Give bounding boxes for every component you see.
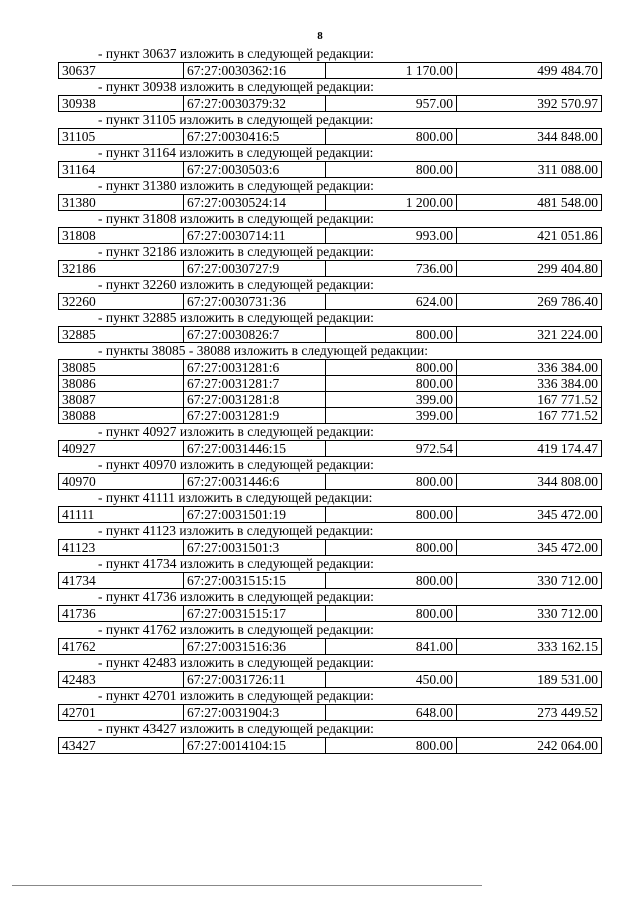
value-cell: 421 051.86 xyxy=(457,228,602,244)
document-body xyxy=(58,46,602,754)
item-number-cell: 32260 xyxy=(59,294,184,310)
data-table xyxy=(58,194,602,211)
value-cell: 330 712.00 xyxy=(457,606,602,622)
table-row xyxy=(59,672,602,688)
table-row xyxy=(59,573,602,589)
item-number-cell: 42483 xyxy=(59,672,184,688)
table-row xyxy=(59,606,602,622)
data-table xyxy=(58,260,602,277)
area-cell: 624.00 xyxy=(326,294,457,310)
cadastral-number-cell: 67:27:0030416:5 xyxy=(184,129,326,145)
table-row xyxy=(59,129,602,145)
section-intro: - пункт 41734 изложить в следующей редакции: xyxy=(98,556,374,571)
cadastral-number-cell: 67:27:0030362:16 xyxy=(184,63,326,79)
table-row xyxy=(59,639,602,655)
data-table xyxy=(58,326,602,343)
table-row xyxy=(59,408,602,424)
data-table xyxy=(58,737,602,754)
cadastral-number-cell: 67:27:0031446:6 xyxy=(184,474,326,490)
value-cell: 344 808.00 xyxy=(457,474,602,490)
value-cell: 330 712.00 xyxy=(457,573,602,589)
section-intro: - пункт 41111 изложить в следующей редакции: xyxy=(98,490,373,505)
area-cell: 800.00 xyxy=(326,129,457,145)
data-table xyxy=(58,440,602,457)
value-cell: 167 771.52 xyxy=(457,392,602,408)
cadastral-number-cell: 67:27:0030826:7 xyxy=(184,327,326,343)
value-cell: 311 088.00 xyxy=(457,162,602,178)
table-row xyxy=(59,392,602,408)
item-number-cell: 41762 xyxy=(59,639,184,655)
data-table xyxy=(58,293,602,310)
item-number-cell: 31105 xyxy=(59,129,184,145)
value-cell: 189 531.00 xyxy=(457,672,602,688)
item-number-cell: 31380 xyxy=(59,195,184,211)
cadastral-number-cell: 67:27:0030379:32 xyxy=(184,96,326,112)
area-cell: 800.00 xyxy=(326,162,457,178)
data-table xyxy=(58,506,602,523)
data-table xyxy=(58,605,602,622)
cadastral-number-cell: 67:27:0030731:36 xyxy=(184,294,326,310)
table-row xyxy=(59,261,602,277)
section-intro: - пункт 31380 изложить в следующей редакции: xyxy=(98,178,374,193)
data-table xyxy=(58,638,602,655)
value-cell: 321 224.00 xyxy=(457,327,602,343)
value-cell: 269 786.40 xyxy=(457,294,602,310)
section-intro: - пункт 43427 изложить в следующей редакции: xyxy=(98,721,374,736)
cadastral-number-cell: 67:27:0031446:15 xyxy=(184,441,326,457)
cadastral-number-cell: 67:27:0031515:15 xyxy=(184,573,326,589)
item-number-cell: 38085 xyxy=(59,360,184,376)
cadastral-number-cell: 67:27:0030503:6 xyxy=(184,162,326,178)
cadastral-number-cell: 67:27:0031726:11 xyxy=(184,672,326,688)
area-cell: 957.00 xyxy=(326,96,457,112)
cadastral-number-cell: 67:27:0031281:8 xyxy=(184,392,326,408)
area-cell: 736.00 xyxy=(326,261,457,277)
cadastral-number-cell: 67:27:0031904:3 xyxy=(184,705,326,721)
footer-divider xyxy=(12,885,482,886)
value-cell: 242 064.00 xyxy=(457,738,602,754)
area-cell: 800.00 xyxy=(326,360,457,376)
section-intro: - пункт 40927 изложить в следующей редакции: xyxy=(98,424,374,439)
table-row xyxy=(59,228,602,244)
area-cell: 800.00 xyxy=(326,474,457,490)
section-intro: - пункт 41123 изложить в следующей редакции: xyxy=(98,523,374,538)
section-intro: - пункт 41736 изложить в следующей редакции: xyxy=(98,589,374,604)
table-row xyxy=(59,540,602,556)
data-table xyxy=(58,539,602,556)
section-intro: - пункт 42483 изложить в следующей редакции: xyxy=(98,655,374,670)
area-cell: 800.00 xyxy=(326,507,457,523)
data-table xyxy=(58,671,602,688)
section-intro: - пункт 32885 изложить в следующей редакции: xyxy=(98,310,374,325)
data-table xyxy=(58,572,602,589)
area-cell: 1 200.00 xyxy=(326,195,457,211)
section-intro: - пункт 30637 изложить в следующей редакции: xyxy=(98,46,374,61)
value-cell: 299 404.80 xyxy=(457,261,602,277)
data-table xyxy=(58,95,602,112)
cadastral-number-cell: 67:27:0031515:17 xyxy=(184,606,326,622)
table-row xyxy=(59,705,602,721)
item-number-cell: 30938 xyxy=(59,96,184,112)
area-cell: 1 170.00 xyxy=(326,63,457,79)
area-cell: 800.00 xyxy=(326,327,457,343)
area-cell: 800.00 xyxy=(326,376,457,392)
area-cell: 399.00 xyxy=(326,392,457,408)
item-number-cell: 30637 xyxy=(59,63,184,79)
section-intro: - пункт 32186 изложить в следующей редакции: xyxy=(98,244,374,259)
item-number-cell: 38086 xyxy=(59,376,184,392)
section-intro: - пункт 31808 изложить в следующей редакции: xyxy=(98,211,374,226)
section-intro: - пункт 40970 изложить в следующей редакции: xyxy=(98,457,374,472)
value-cell: 273 449.52 xyxy=(457,705,602,721)
area-cell: 399.00 xyxy=(326,408,457,424)
cadastral-number-cell: 67:27:0031281:9 xyxy=(184,408,326,424)
cadastral-number-cell: 67:27:0030714:11 xyxy=(184,228,326,244)
cadastral-number-cell: 67:27:0031501:3 xyxy=(184,540,326,556)
value-cell: 345 472.00 xyxy=(457,540,602,556)
value-cell: 336 384.00 xyxy=(457,360,602,376)
value-cell: 336 384.00 xyxy=(457,376,602,392)
page-number: 8 xyxy=(317,30,323,42)
item-number-cell: 38088 xyxy=(59,408,184,424)
data-table xyxy=(58,359,602,424)
data-table xyxy=(58,227,602,244)
item-number-cell: 40927 xyxy=(59,441,184,457)
cadastral-number-cell: 67:27:0031501:19 xyxy=(184,507,326,523)
table-row xyxy=(59,507,602,523)
table-row xyxy=(59,376,602,392)
table-row xyxy=(59,63,602,79)
area-cell: 800.00 xyxy=(326,606,457,622)
item-number-cell: 43427 xyxy=(59,738,184,754)
item-number-cell: 32186 xyxy=(59,261,184,277)
section-intro: - пункт 30938 изложить в следующей редакции: xyxy=(98,79,374,94)
data-table xyxy=(58,62,602,79)
value-cell: 167 771.52 xyxy=(457,408,602,424)
data-table xyxy=(58,473,602,490)
value-cell: 481 548.00 xyxy=(457,195,602,211)
area-cell: 800.00 xyxy=(326,540,457,556)
value-cell: 344 848.00 xyxy=(457,129,602,145)
data-table xyxy=(58,161,602,178)
area-cell: 972.54 xyxy=(326,441,457,457)
data-table xyxy=(58,128,602,145)
cadastral-number-cell: 67:27:0031516:36 xyxy=(184,639,326,655)
item-number-cell: 41123 xyxy=(59,540,184,556)
item-number-cell: 41111 xyxy=(59,507,184,523)
section-intro: - пункт 42701 изложить в следующей редакции: xyxy=(98,688,374,703)
item-number-cell: 41734 xyxy=(59,573,184,589)
value-cell: 499 484.70 xyxy=(457,63,602,79)
table-row xyxy=(59,360,602,376)
cadastral-number-cell: 67:27:0031281:6 xyxy=(184,360,326,376)
data-table xyxy=(58,704,602,721)
table-row xyxy=(59,162,602,178)
area-cell: 450.00 xyxy=(326,672,457,688)
section-intro: - пункт 31105 изложить в следующей редакции: xyxy=(98,112,374,127)
cadastral-number-cell: 67:27:0030524:14 xyxy=(184,195,326,211)
value-cell: 392 570.97 xyxy=(457,96,602,112)
table-row xyxy=(59,738,602,754)
area-cell: 841.00 xyxy=(326,639,457,655)
area-cell: 993.00 xyxy=(326,228,457,244)
section-intro: - пункт 31164 изложить в следующей редакции: xyxy=(98,145,374,160)
item-number-cell: 31164 xyxy=(59,162,184,178)
item-number-cell: 40970 xyxy=(59,474,184,490)
table-row xyxy=(59,294,602,310)
value-cell: 345 472.00 xyxy=(457,507,602,523)
value-cell: 333 162.15 xyxy=(457,639,602,655)
cadastral-number-cell: 67:27:0031281:7 xyxy=(184,376,326,392)
item-number-cell: 42701 xyxy=(59,705,184,721)
item-number-cell: 31808 xyxy=(59,228,184,244)
item-number-cell: 38087 xyxy=(59,392,184,408)
table-row xyxy=(59,195,602,211)
area-cell: 648.00 xyxy=(326,705,457,721)
area-cell: 800.00 xyxy=(326,573,457,589)
cadastral-number-cell: 67:27:0030727:9 xyxy=(184,261,326,277)
table-row xyxy=(59,441,602,457)
section-intro: - пункт 32260 изложить в следующей редакции: xyxy=(98,277,374,292)
section-intro: - пункт 41762 изложить в следующей редакции: xyxy=(98,622,374,637)
cadastral-number-cell: 67:27:0014104:15 xyxy=(184,738,326,754)
table-row xyxy=(59,327,602,343)
table-row xyxy=(59,474,602,490)
item-number-cell: 41736 xyxy=(59,606,184,622)
table-row xyxy=(59,96,602,112)
item-number-cell: 32885 xyxy=(59,327,184,343)
section-intro: - пункты 38085 - 38088 изложить в следующей редакции: xyxy=(98,343,428,358)
value-cell: 419 174.47 xyxy=(457,441,602,457)
area-cell: 800.00 xyxy=(326,738,457,754)
